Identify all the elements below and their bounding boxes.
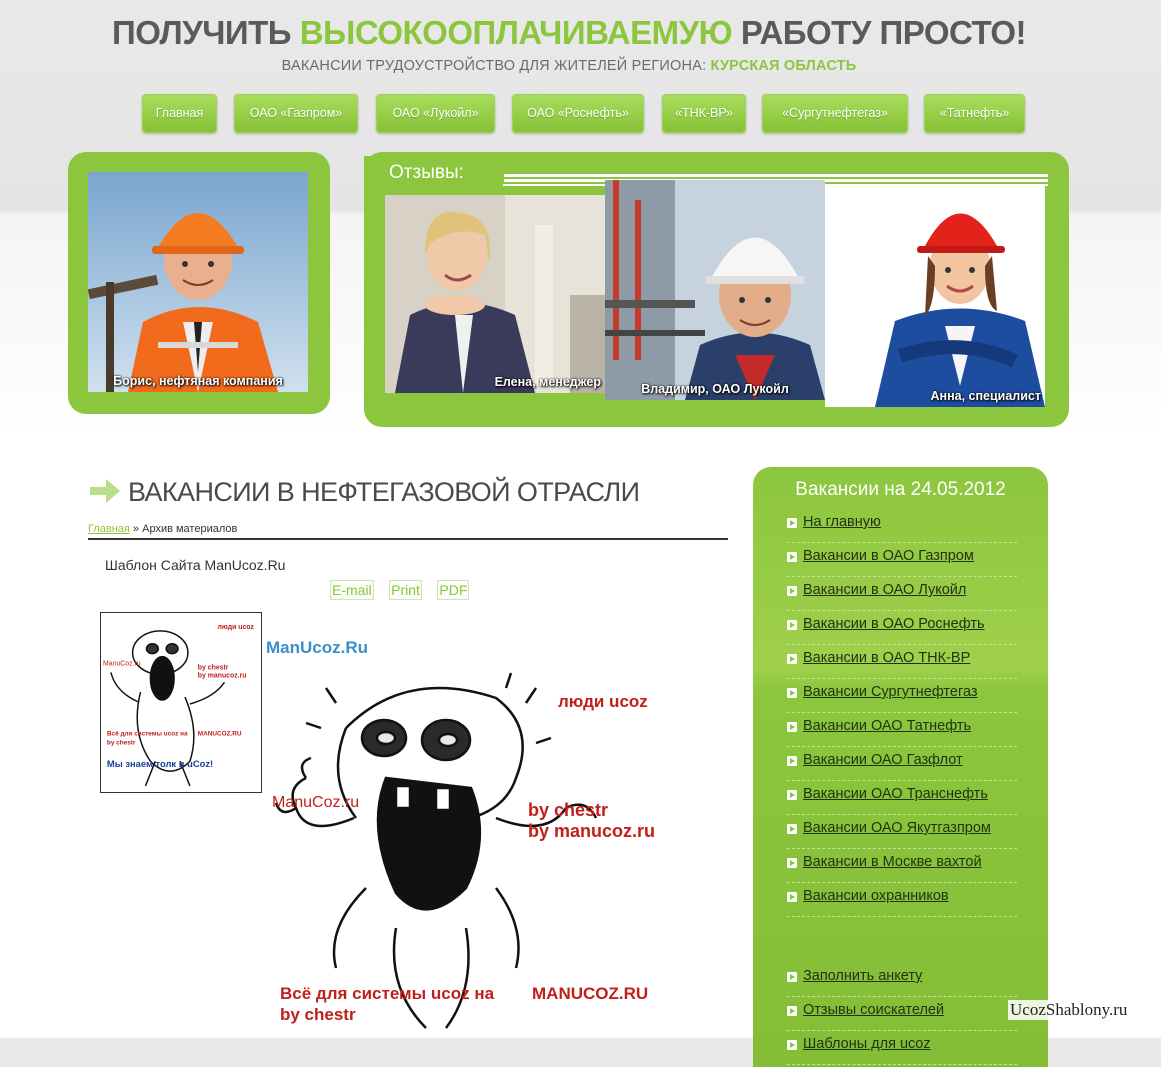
sidebar-link-reviews[interactable]: Отзывы соискателей — [803, 1002, 945, 1018]
site-subtitle — [0, 58, 1138, 74]
drawing-text-1: люди ucoz — [558, 692, 648, 711]
drawing-text-3: by chestr — [528, 800, 609, 820]
sidebar-link-lukoil[interactable]: Вакансии в ОАО Лукойл — [803, 582, 967, 598]
meme-thumbnail-icon — [101, 613, 261, 792]
nav-tnk-bp[interactable]: «ТНК-ВР» — [662, 94, 746, 133]
nav-tatneft[interactable]: «Татнефть» — [924, 94, 1025, 133]
page-title — [88, 476, 640, 508]
sidebar-item — [787, 781, 1017, 815]
review-photo-2[interactable] — [605, 180, 825, 400]
thumb-text-3: by chestr — [197, 664, 229, 672]
manucoz-link[interactable]: ManUcoz.Ru — [266, 638, 368, 657]
sidebar-item — [787, 747, 1017, 781]
content-divider — [88, 538, 728, 540]
sidebar-link-surgut[interactable]: Вакансии Сургутнефтегаз — [803, 684, 978, 700]
drawing-text-4: by manucoz.ru — [528, 821, 656, 841]
reviews-title: Отзывы: — [364, 156, 504, 194]
review-caption-3: Анна, специалист — [930, 389, 1041, 403]
top-nav — [0, 94, 1161, 134]
bullet-arrow-icon — [787, 688, 797, 698]
sidebar-item — [787, 849, 1017, 883]
bullet-arrow-icon — [787, 892, 797, 902]
nav-home[interactable]: Главная — [142, 94, 217, 133]
thumb-text-7: by chestr — [106, 739, 136, 747]
thumb-text-8: Мы знаем толк в uCoz! — [106, 759, 214, 770]
bullet-arrow-icon — [787, 1040, 797, 1050]
arrow-right-icon — [88, 476, 122, 506]
review-photo-1[interactable] — [385, 195, 605, 393]
sidebar-link-form[interactable]: Заполнить анкету — [803, 968, 923, 984]
drawing-text-2: ManuCoz.ru — [272, 794, 360, 811]
pdf-button[interactable]: PDF — [439, 582, 468, 598]
sidebar-link-transneft[interactable]: Вакансии ОАО Транснефть — [803, 786, 988, 802]
sidebar-link-gazflot[interactable]: Вакансии ОАО Газфлот — [803, 752, 963, 768]
bullet-arrow-icon — [787, 790, 797, 800]
sidebar-item — [787, 963, 1017, 997]
title-part2: РАБОТУ ПРОСТО! — [732, 14, 1026, 51]
sidebar-link-tnk-bp[interactable]: Вакансии в ОАО ТНК-ВР — [803, 650, 971, 666]
man-helmet-photo-icon — [605, 180, 825, 400]
drawing-text-6: MANUCOZ.RU — [532, 984, 649, 1003]
bullet-arrow-icon — [787, 722, 797, 732]
thumb-text-5: Всё для системы ucoz на — [106, 730, 188, 738]
sidebar-item — [787, 713, 1017, 747]
thumb-text-2: ManuCoz.ru — [102, 660, 141, 668]
bullet-arrow-icon — [787, 756, 797, 766]
woman-helmet-photo-icon — [825, 186, 1045, 407]
sidebar-link-moscow[interactable]: Вакансии в Москве вахтой — [803, 854, 982, 870]
bullet-arrow-icon — [787, 824, 797, 834]
meme-drawing — [266, 668, 686, 1038]
sidebar-item — [787, 1031, 1017, 1065]
bullet-arrow-icon — [787, 620, 797, 630]
sidebar-link-yakutgazprom[interactable]: Вакансии ОАО Якутгазпром — [803, 820, 991, 836]
sidebar-item — [787, 645, 1017, 679]
sidebar-list — [787, 509, 1017, 1065]
review-caption-2: Владимир, ОАО Лукойл — [641, 382, 789, 396]
review-caption-1: Елена, менеджер — [494, 375, 601, 389]
site-title — [0, 14, 1138, 52]
sidebar-item — [787, 679, 1017, 713]
subtitle-region: КУРСКАЯ ОБЛАСТЬ — [710, 58, 857, 74]
woman-manager-photo-icon — [385, 195, 605, 393]
thumbnail-image[interactable] — [100, 612, 262, 793]
sidebar-spacer — [787, 917, 1017, 963]
worker-man-photo-icon — [88, 172, 308, 392]
breadcrumb-current: Архив материалов — [142, 523, 238, 535]
drawing-text-5: Всё для системы ucoz на — [280, 984, 495, 1003]
meme-drawing-icon — [266, 668, 686, 1038]
sidebar-link-guards[interactable]: Вакансии охранников — [803, 888, 949, 904]
template-label: Шаблон Сайта ManUcoz.Ru — [105, 557, 286, 573]
sidebar-item — [787, 883, 1017, 917]
title-accent: ВЫСОКООПЛАЧИВАЕМУЮ — [299, 14, 733, 51]
breadcrumb — [88, 523, 237, 535]
sidebar-link-home[interactable]: На главную — [803, 514, 881, 530]
print-button[interactable]: Print — [391, 582, 420, 598]
thumb-text-1: люди ucoz — [217, 623, 255, 631]
nav-gazprom[interactable]: ОАО «Газпром» — [234, 94, 358, 133]
bullet-arrow-icon — [787, 972, 797, 982]
sidebar-item — [787, 815, 1017, 849]
page-title-text: ВАКАНСИИ В НЕФТЕГАЗОВОЙ ОТРАСЛИ — [128, 477, 640, 507]
sidebar-link-rosneft[interactable]: Вакансии в ОАО Роснефть — [803, 616, 985, 632]
featured-caption: Борис, нефтяная компания — [113, 374, 283, 388]
doc-actions — [330, 580, 480, 600]
breadcrumb-home[interactable]: Главная — [88, 523, 130, 535]
bullet-arrow-icon — [787, 858, 797, 868]
bullet-arrow-icon — [787, 654, 797, 664]
sidebar-item — [787, 611, 1017, 645]
nav-rosneft[interactable]: ОАО «Роснефть» — [512, 94, 644, 133]
bullet-arrow-icon — [787, 586, 797, 596]
nav-surgutneftegaz[interactable]: «Сургутнефтегаз» — [762, 94, 908, 133]
bullet-arrow-icon — [787, 1006, 797, 1016]
sidebar-item — [787, 543, 1017, 577]
review-photo-3[interactable] — [825, 186, 1045, 407]
featured-photo[interactable] — [88, 172, 308, 392]
breadcrumb-separator: » — [129, 523, 143, 535]
subtitle-prefix: ВАКАНСИИ ТРУДОУСТРОЙСТВО ДЛЯ ЖИТЕЛЕЙ РЕГИОНА: — [281, 58, 711, 74]
title-part1: ПОЛУЧИТЬ — [111, 14, 300, 51]
thumb-text-4: by manucoz.ru — [197, 672, 247, 680]
sidebar-link-templates[interactable]: Шаблоны для ucoz — [803, 1036, 931, 1052]
sidebar — [753, 467, 1048, 1067]
bullet-arrow-icon — [787, 552, 797, 562]
thumb-text-6: MANUCOZ.RU — [197, 730, 242, 738]
sidebar-link-tatneft[interactable]: Вакансии ОАО Татнефть — [803, 718, 972, 734]
nav-lukoil[interactable]: ОАО «Лукойл» — [376, 94, 495, 133]
sidebar-link-gazprom[interactable]: Вакансии в ОАО Газпром — [803, 548, 974, 564]
bullet-arrow-icon — [787, 518, 797, 528]
sidebar-item — [787, 509, 1017, 543]
sidebar-title: Вакансии на 24.05.2012 — [795, 479, 1006, 500]
sidebar-item — [787, 577, 1017, 611]
email-button[interactable]: E-mail — [332, 582, 372, 598]
sidebar-item — [787, 997, 1017, 1031]
watermark: UcozShablony.ru — [1010, 1000, 1128, 1019]
drawing-text-7: by chestr — [280, 1005, 356, 1024]
